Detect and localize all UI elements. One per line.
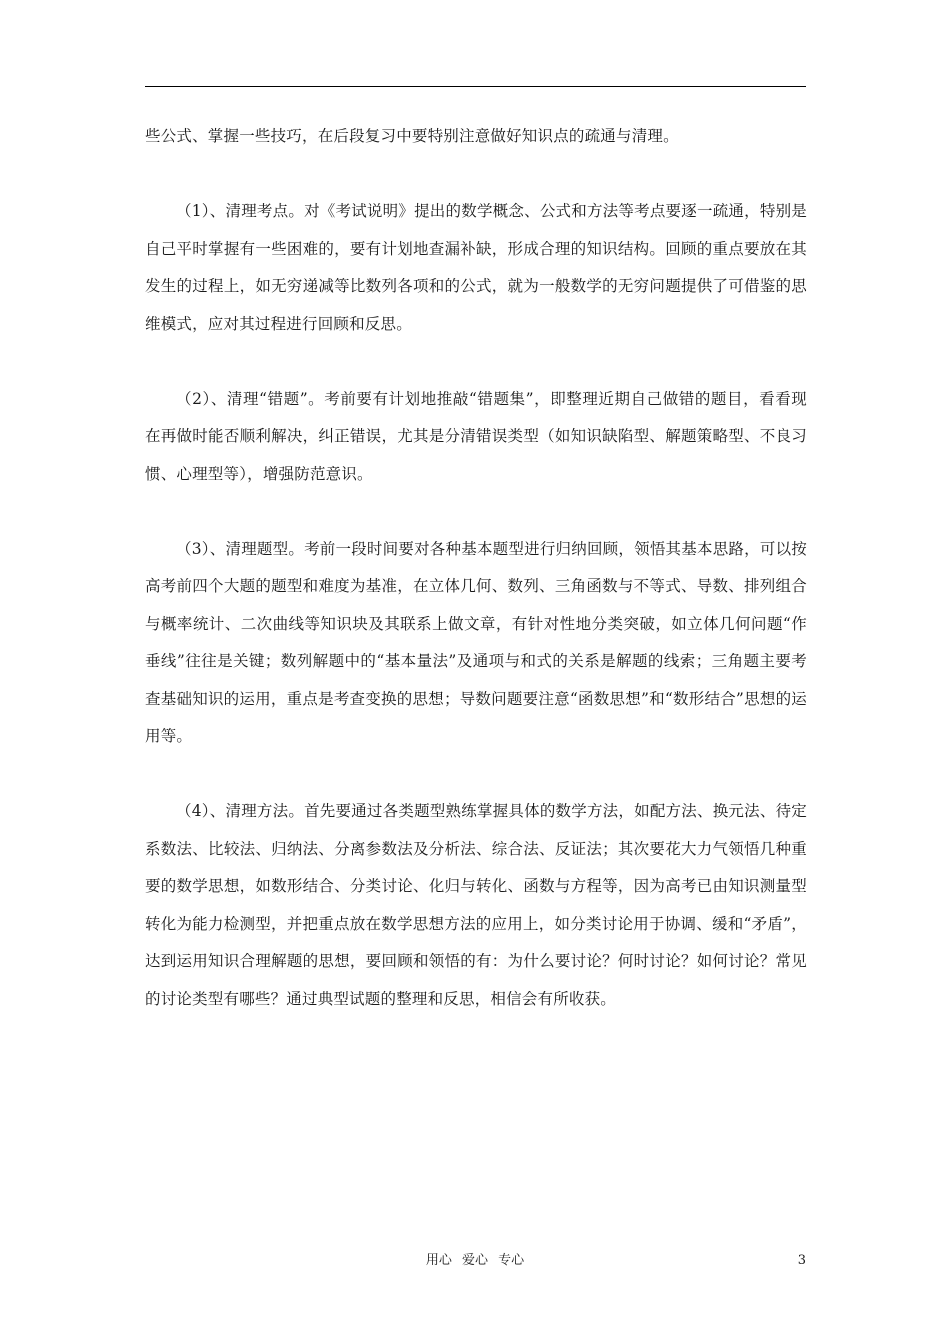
document-body [145,118,807,1018]
paragraph-gap [145,493,807,531]
paragraph-review-mistakes: （2）、清理“错题”。考前要有计划地推敲“错题集”，即整理近期自己做错的题目，看看现在再做时能否顺利解决，纠正错误，尤其是分清错误类型（如知识缺陷型、解题策略型、不良习惯、心理型等），增强防范意识。 [145,389,807,483]
footer-slogan: 用心 爱心 专心 [425,1253,525,1268]
paragraph-review-question-types: （3）、清理题型。考前一段时间要对各种基本题型进行归纳回顾，领悟其基本思路，可以按高考前四个大题的题型和难度为基准，在立体几何、数列、三角函数与不等式、导数、排列组合与概率统计、二次曲线等知识块及其联系上做文章，有针对性地分类突破，如立体几何问题“作垂线”往往是关键；数列解题中的“基本量法”及通项与和式的关系是解题的线索；三角题主要考查基础知识的运用，重点是考查变换的思想；导数问题要注意“函数思想”和“数形结合”思想的运用等。 [145,539,807,745]
paragraph-continuation: 些公式、掌握一些技巧，在后段复习中要特别注意做好知识点的疏通与清理。 [145,127,679,145]
paragraph-gap [145,756,807,794]
paragraph-gap [145,343,807,381]
paragraph-review-methods: （4）、清理方法。首先要通过各类题型熟练掌握具体的数学方法，如配方法、换元法、待定系数法、比较法、归纳法、分离参数法及分析法、综合法、反证法；其次要花大力气领悟几种重要的数学思想，如数形结合、分类讨论、化归与转化、函数与方程等，因为高考已由知识测量型转化为能力检测型，并把重点放在数学思想方法的应用上，如分类讨论用于协调、缓和“矛盾”，达到运用知识合理解题的思想，要回顾和领悟的有：为什么要讨论？何时讨论？如何讨论？常见的讨论类型有哪些？通过典型试题的整理和反思，相信会有所收获。 [145,802,807,1008]
page-number: 3 [797,1253,806,1268]
header-rule [145,86,806,87]
paragraph-gap [145,156,807,194]
paragraph-review-exam-points: （1）、清理考点。对《考试说明》提出的数学概念、公式和方法等考点要逐一疏通，特别是自己平时掌握有一些困难的，要有计划地查漏补缺，形成合理的知识结构。回顾的重点要放在其发生的过程上，如无穷递减等比数列各项和的公式，就为一般数学的无穷问题提供了可借鉴的思维模式，应对其过程进行回顾和反思。 [145,202,807,333]
